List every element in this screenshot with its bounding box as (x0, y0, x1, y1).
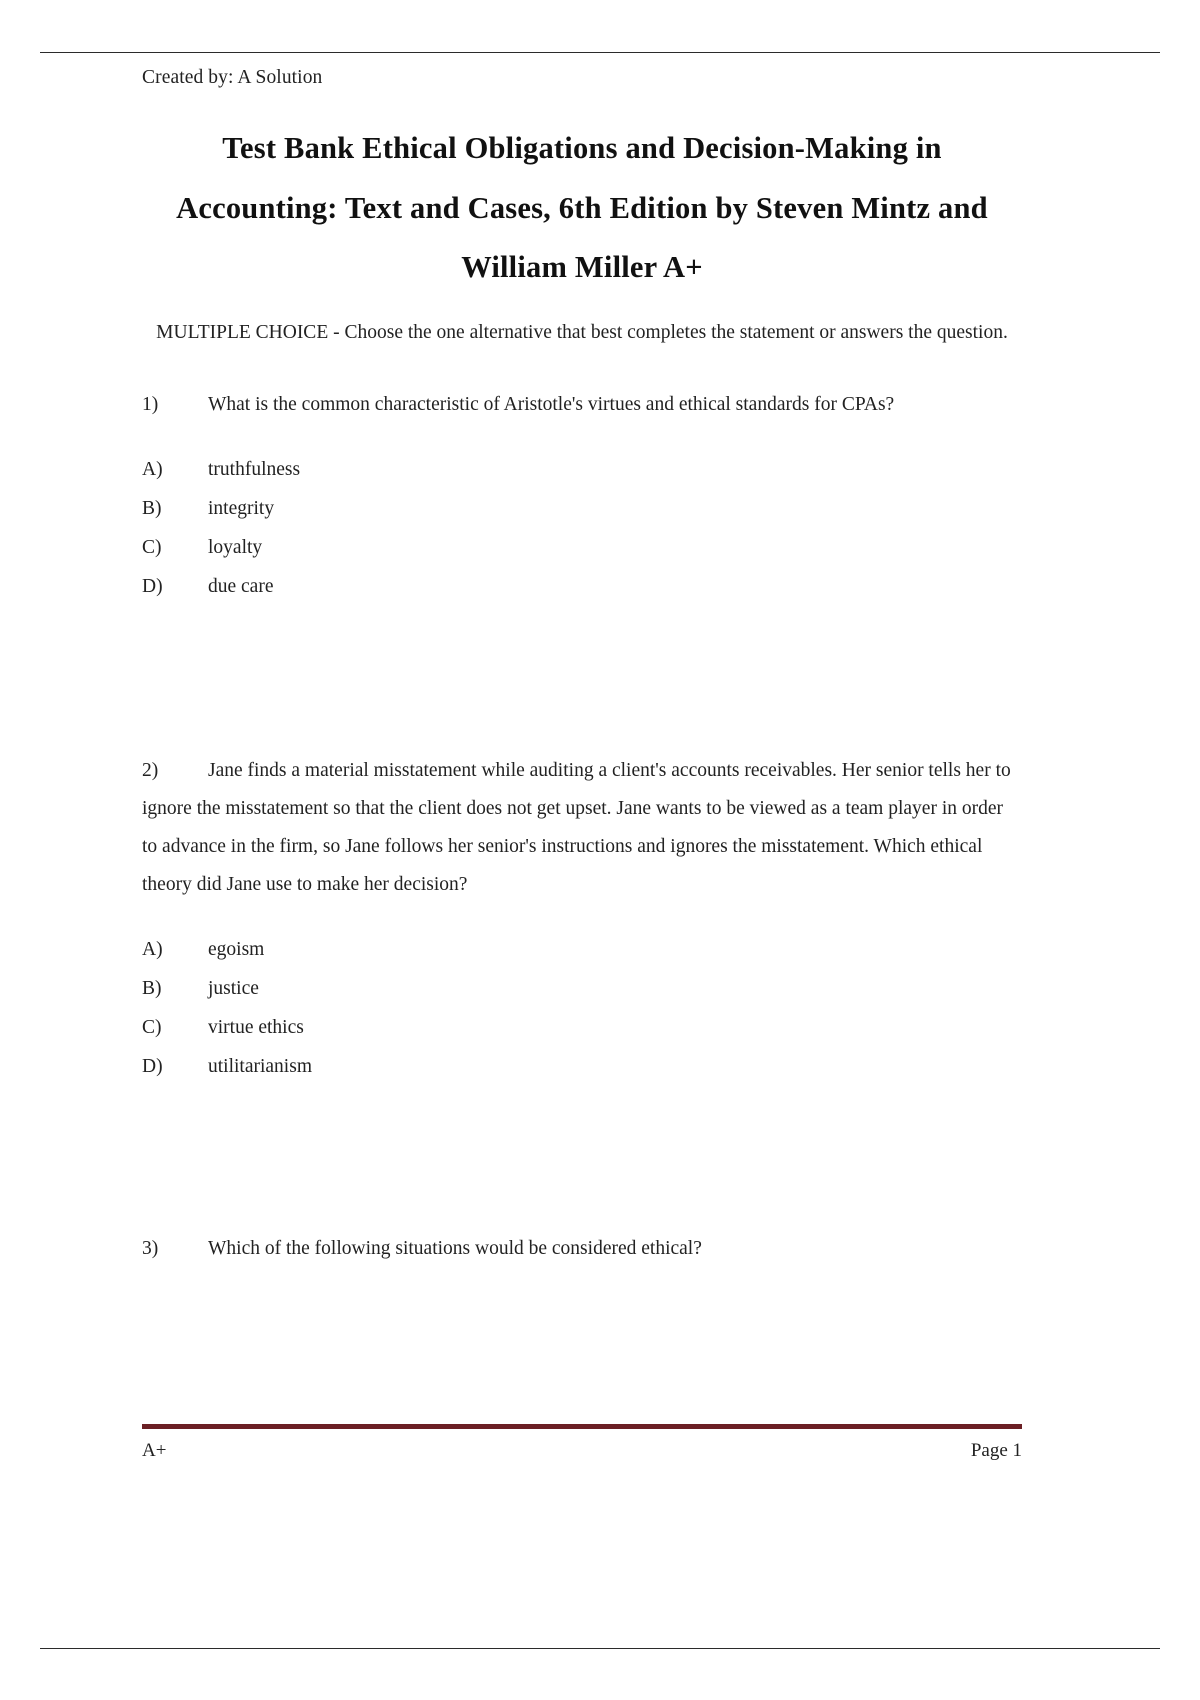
question-number: 3) (142, 1237, 159, 1259)
answer-text: virtue ethics (208, 1016, 304, 1038)
question-prompt: What is the common characteristic of Aristotle's virtues and ethical standards for CPAs? (208, 393, 895, 415)
question-item-1 (142, 386, 1022, 606)
answer-label: D) (142, 575, 163, 597)
answer-options-2 (142, 930, 1022, 1086)
answer-option[interactable] (142, 450, 1022, 489)
answer-option[interactable] (142, 1047, 1022, 1086)
answer-text: integrity (208, 497, 275, 519)
question-number: 2) (142, 759, 159, 781)
answer-label: B) (142, 977, 162, 999)
answer-text: justice (208, 977, 259, 999)
question-number: 1) (142, 393, 159, 415)
answer-option[interactable] (142, 1008, 1022, 1047)
answer-label: C) (142, 536, 162, 558)
page-bottom-divider (40, 1648, 1160, 1649)
document-body (142, 64, 1022, 1268)
question-text-row (142, 1230, 1022, 1268)
answer-option[interactable] (142, 528, 1022, 567)
answer-option[interactable] (142, 930, 1022, 969)
question-prompt: Jane finds a material misstatement while auditing a client's accounts receivables. Her senior tells her to ignore the misstatement so that the client does not get upset. Jane wants to be viewed as a team player in order to advance in the firm, so Jane follows her senior's instructions and ignores the misstatement. Which ethical theory did Jane use to make her decision? (142, 759, 1011, 895)
answer-text: truthfulness (208, 458, 301, 480)
answer-text: due care (208, 575, 274, 597)
question-item-2 (142, 752, 1022, 1086)
question-item-3 (142, 1230, 1022, 1268)
question-text-row (142, 752, 1022, 904)
spacer (142, 1086, 1022, 1196)
page-title: Test Bank Ethical Obligations and Decision-Making in Accounting: Text and Cases, 6th Edition by Steven Mintz and William Miller A+ (176, 131, 988, 285)
answer-label: A) (142, 458, 163, 480)
answer-options-1 (142, 450, 1022, 606)
answer-text: loyalty (208, 536, 263, 558)
spacer (142, 606, 1022, 718)
answer-label: C) (142, 1016, 162, 1038)
instructions-text: MULTIPLE CHOICE - Choose the one alternative that best completes the statement or answers the question. (156, 321, 1008, 343)
page-footer (142, 1440, 1022, 1462)
page-top-divider (40, 52, 1160, 53)
question-prompt: Which of the following situations would be considered ethical? (208, 1237, 702, 1259)
question-text-row (142, 386, 1022, 424)
answer-option[interactable] (142, 969, 1022, 1008)
answer-option[interactable] (142, 489, 1022, 528)
footer-divider (142, 1424, 1022, 1429)
answer-label: B) (142, 497, 162, 519)
footer-left-label: A+ (142, 1440, 167, 1461)
answer-option[interactable] (142, 567, 1022, 606)
created-by-line: Created by: A Solution (142, 67, 323, 88)
answer-label: A) (142, 938, 163, 960)
answer-label: D) (142, 1055, 163, 1077)
answer-text: utilitarianism (208, 1055, 312, 1077)
footer-page-number: Page 1 (970, 1440, 1022, 1461)
answer-text: egoism (208, 938, 265, 960)
